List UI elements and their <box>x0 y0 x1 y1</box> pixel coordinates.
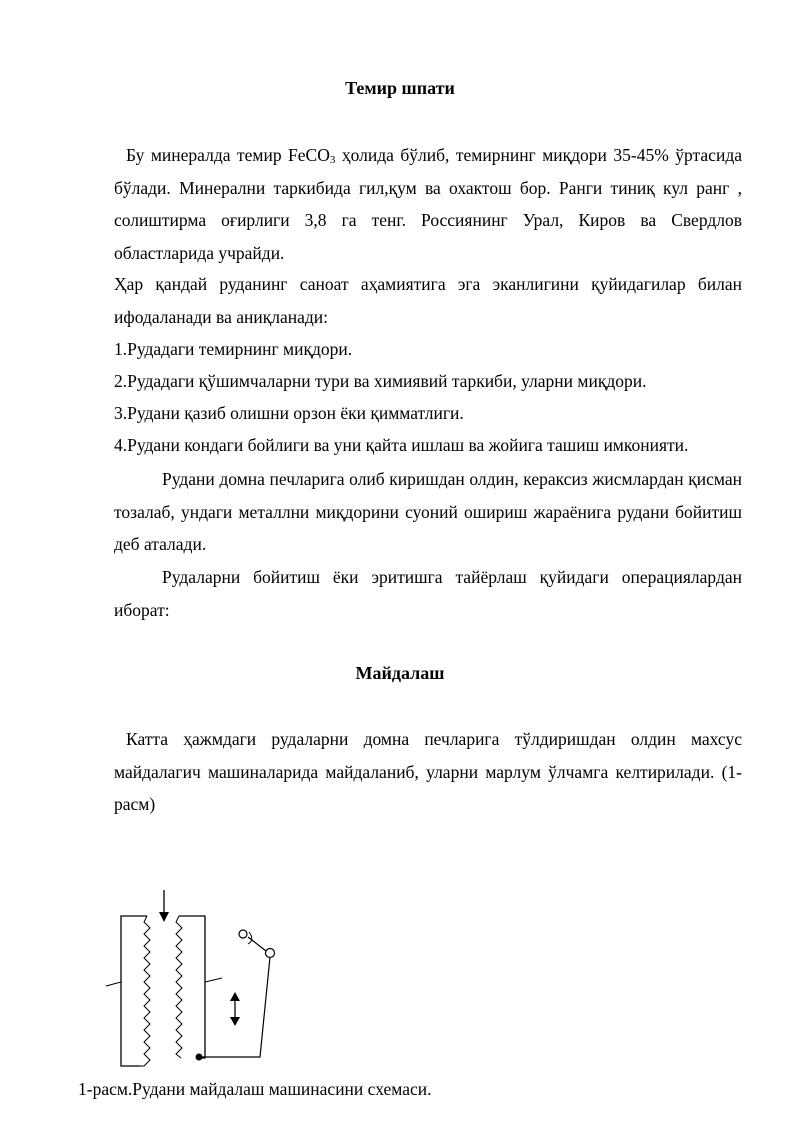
list-item-3: 3.Рудани қазиб олишни орзон ёки қимматлиги. <box>114 403 464 423</box>
paragraph-mineral-text-end: ҳолида бўлиб, темирнинг миқдори 35-45% ўртасида бўлади. Минерални таркибида гил,қум ва охактош бор. Ранги тиниқ кул ранг , солиштирма оғирлиги 3,8 га тенг. Россиянинг Урал, Киров ва Свердлов областларида учрайди. <box>114 145 742 263</box>
chemical-subscript: 3 <box>329 154 336 166</box>
crusher-schematic-diagram <box>95 882 295 1072</box>
paragraph-ore-significance: Ҳар қандай руданинг саноат аҳамиятига эга эканлигини қуйидагилар билан ифодаланади ва аниқланади: <box>114 274 742 327</box>
feed-arrow <box>159 890 169 922</box>
paragraph-enrichment: Рудани домна печларига олиб киришдан олдин, кераксиз жисмлардан қисман тозалаб, ундаги металлни миқдорини суоний ошириш жараёнига рудани бойитиш деб аталади. <box>114 469 742 554</box>
oscillation-arrow <box>230 992 240 1026</box>
heading-temir-shpati: Темир шпати <box>345 78 455 98</box>
paragraph-mineral-text-start: Бу минералда темир FeCO <box>126 145 330 165</box>
paragraph-operations: Рудаларни бойитиш ёки эритишга тайёрлаш қуйидаги операциялардан иборат: <box>114 567 742 620</box>
paragraph-crushing: Катта ҳажмдаги рудаларни домна печларига тўлдиришдан олдин махсус майдалагич машиналарида майдаланиб, уларни марлум ўлчамга келтирилади. (1-расм) <box>114 729 742 814</box>
figure-caption: 1-расм.Рудани майдалаш машинасини схемаси. <box>78 1079 432 1099</box>
drive-linkage <box>199 930 275 1057</box>
fixed-jaw <box>106 916 150 1066</box>
list-item-1: 1.Рудадаги темирнинг миқдори. <box>114 339 353 359</box>
heading-maydalash: Майдалаш <box>355 663 445 683</box>
list-item-4: 4.Рудани кондаги бойлиги ва уни қайта ишлаш ва жойига ташиш имконияти. <box>114 435 689 455</box>
paragraph-mineral-description <box>114 139 742 269</box>
list-item-2: 2.Рудадаги қўшимчаларни тури ва химиявий таркиби, уларни миқдори. <box>114 371 647 391</box>
moving-jaw <box>176 916 222 1061</box>
